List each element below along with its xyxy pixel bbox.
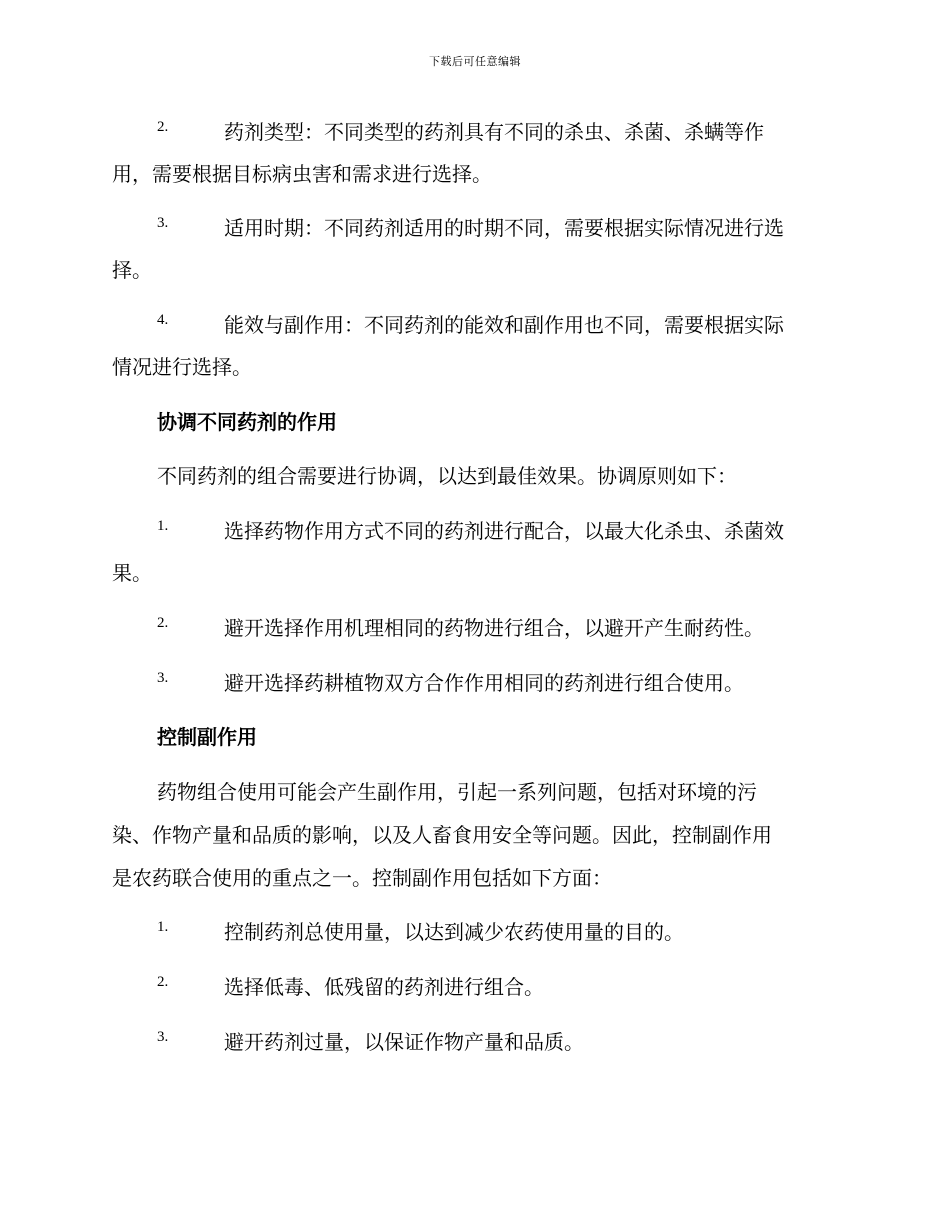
item-number: 3.	[157, 215, 169, 231]
item-number: 2.	[157, 615, 169, 631]
section-heading: 控制副作用	[157, 725, 257, 749]
section-heading: 协调不同药剂的作用	[157, 410, 337, 434]
item-text: 药剂类型：不同类型的药剂具有不同的杀虫、杀菌、杀螨等作	[224, 120, 764, 144]
item-text: 适用时期：不同药剂适用的时期不同，需要根据实际情况进行选	[224, 216, 784, 240]
item-number: 2.	[157, 119, 169, 135]
item-text-continued: 情况进行选择。	[112, 355, 252, 379]
item-text-continued: 用，需要根据目标病虫害和需求进行选择。	[112, 162, 492, 186]
paragraph-text: 不同药剂的组合需要进行协调，以达到最佳效果。协调原则如下：	[157, 464, 737, 488]
item-text: 控制药剂总使用量，以达到减少农药使用量的目的。	[224, 920, 684, 944]
paragraph-line: 染、作物产量和品质的影响，以及人畜食用安全等问题。因此，控制副作用	[112, 823, 772, 847]
item-text: 避开选择药耕植物双方合作作用相同的药剂进行组合使用。	[224, 671, 744, 695]
item-number: 2.	[157, 974, 169, 990]
item-text: 选择药物作用方式不同的药剂进行配合，以最大化杀虫、杀菌效	[224, 519, 784, 543]
item-number: 3.	[157, 1029, 169, 1045]
item-text: 能效与副作用：不同药剂的能效和副作用也不同，需要根据实际	[224, 313, 784, 337]
item-number: 3.	[157, 670, 169, 686]
item-number: 4.	[157, 312, 169, 328]
item-text-continued: 果。	[112, 561, 152, 585]
paragraph-line: 是农药联合使用的重点之一。控制副作用包括如下方面：	[112, 866, 612, 890]
item-text: 避开药剂过量，以保证作物产量和品质。	[224, 1030, 584, 1054]
paragraph-line: 药物组合使用可能会产生副作用，引起一系列问题，包括对环境的污	[157, 780, 757, 804]
page-header: 下载后可任意编辑	[429, 55, 521, 68]
item-number: 1.	[157, 919, 169, 935]
item-number: 1.	[157, 518, 169, 534]
item-text: 避开选择作用机理相同的药物进行组合，以避开产生耐药性。	[224, 616, 764, 640]
item-text: 选择低毒、低残留的药剂进行组合。	[224, 975, 544, 999]
item-text-continued: 择。	[112, 258, 152, 282]
